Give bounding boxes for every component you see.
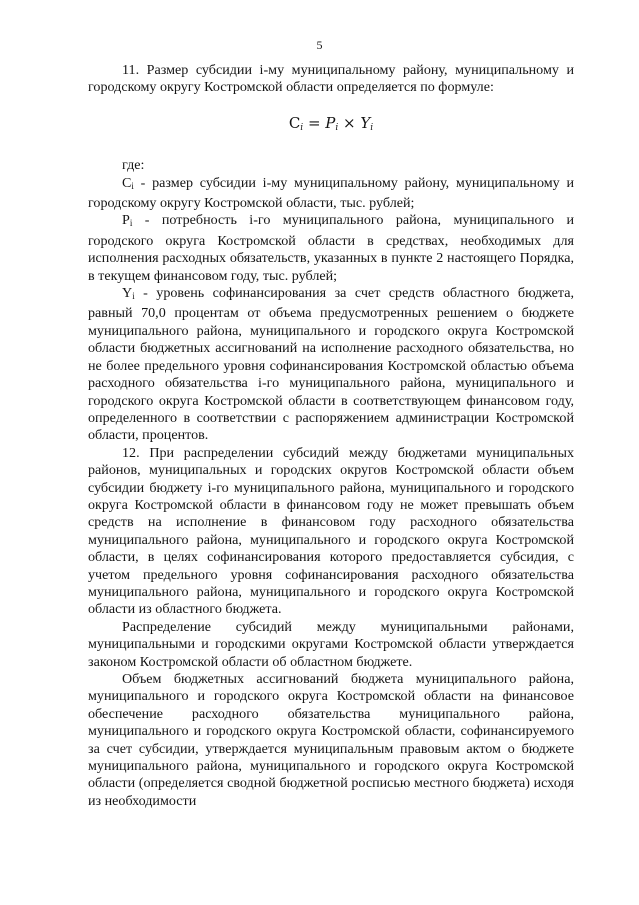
formula-eq: = [303, 113, 326, 132]
definition-p-sub: i [129, 218, 133, 229]
paragraph-12: 12. При распределении субсидий между бюджетами муниципальных районов, муниципальных и городских округов Костромской области объем субсидии бюджету i-го муниципального района, муниципального и городского округа Костромской области в финансовом году не может превышать объем средств на исполнение в финансовом году расходного обязательства муниципального района, муниципального и городского округа Костромской области, в целях софинансирования которого предоставляется субсидия, с учетом предельного уровня софинансирования расходного обязательства муниципального района, муниципального и городского округа Костромской области из областного бюджета. [88, 444, 574, 618]
paragraph-11: 11. Размер субсидии i-му муниципальному району, муниципальному и городскому округу Костромской области определяется по формуле: [88, 62, 574, 96]
definition-p-symbol: P [122, 212, 130, 229]
where-label: где: [122, 157, 145, 174]
paragraph-volume: Объем бюджетных ассигнований бюджета муниципального района, муниципального и городского округа Костромской области на финансовое обеспечение расходного обязательства муниципального района, муниципального и городского округа Костромской области, софинансируемого за счет субсидии, утверждается муниципальным правовым актом о бюджете муниципального района, муниципального и городского округа Костромской области (определяется сводной бюджетной росписью местного бюджета) исходя из необходимости [88, 671, 574, 809]
definition-c [88, 175, 574, 213]
formula-y-sub: i [370, 122, 374, 133]
formula-times: × [338, 113, 361, 132]
paragraph-distribution: Распределение субсидий между муниципальными районами, муниципальными и городскими округами Костромской области утверждается законом Костромской области об областном бюджете. [88, 618, 574, 670]
definition-y-sub: i [132, 291, 135, 302]
formula [88, 115, 574, 137]
definition-c-text: - размер субсидии i-му муниципальному району, муниципальному и городскому округу Костромской области, тыс. рублей; [88, 174, 574, 212]
definition-y-text: - уровень софинансирования за счет средств областного бюджета, равный 70,0 процентам от объема предусмотренных решением о бюджете муниципального района, муниципального и городского округа Костромской области бюджетных ассигнований на исполнение расходного обязательства, но не более предельного уровня софинансирования Костромской областью объема расходного обязательства i-го муниципального района, муниципального и городского округа Костромской области в соответствующем финансовом году, определенного в соответствии с распоряжением администрации Костромской области, процентов. [88, 285, 574, 444]
formula-p-sub: i [335, 122, 339, 133]
definition-y [88, 285, 574, 445]
formula-c-sub: i [300, 122, 304, 133]
definition-p-text: - потребность i-го муниципального района, муниципального и городского округа Костромской области в средствах, необходимых для исполнения расходных обязательств, указанных в пункте 2 настоящего Порядка, в текущем финансовом году, тыс. рублей; [88, 212, 574, 284]
page-number: 5 [316, 38, 323, 52]
formula-p: P [325, 113, 336, 132]
document-body [88, 62, 574, 810]
formula-c: C [288, 113, 301, 132]
definition-c-symbol: C [122, 174, 132, 191]
formula-y: Y [360, 113, 371, 132]
definition-c-sub: i [131, 180, 134, 191]
definition-p [88, 212, 574, 285]
definition-y-symbol: Y [122, 285, 133, 302]
